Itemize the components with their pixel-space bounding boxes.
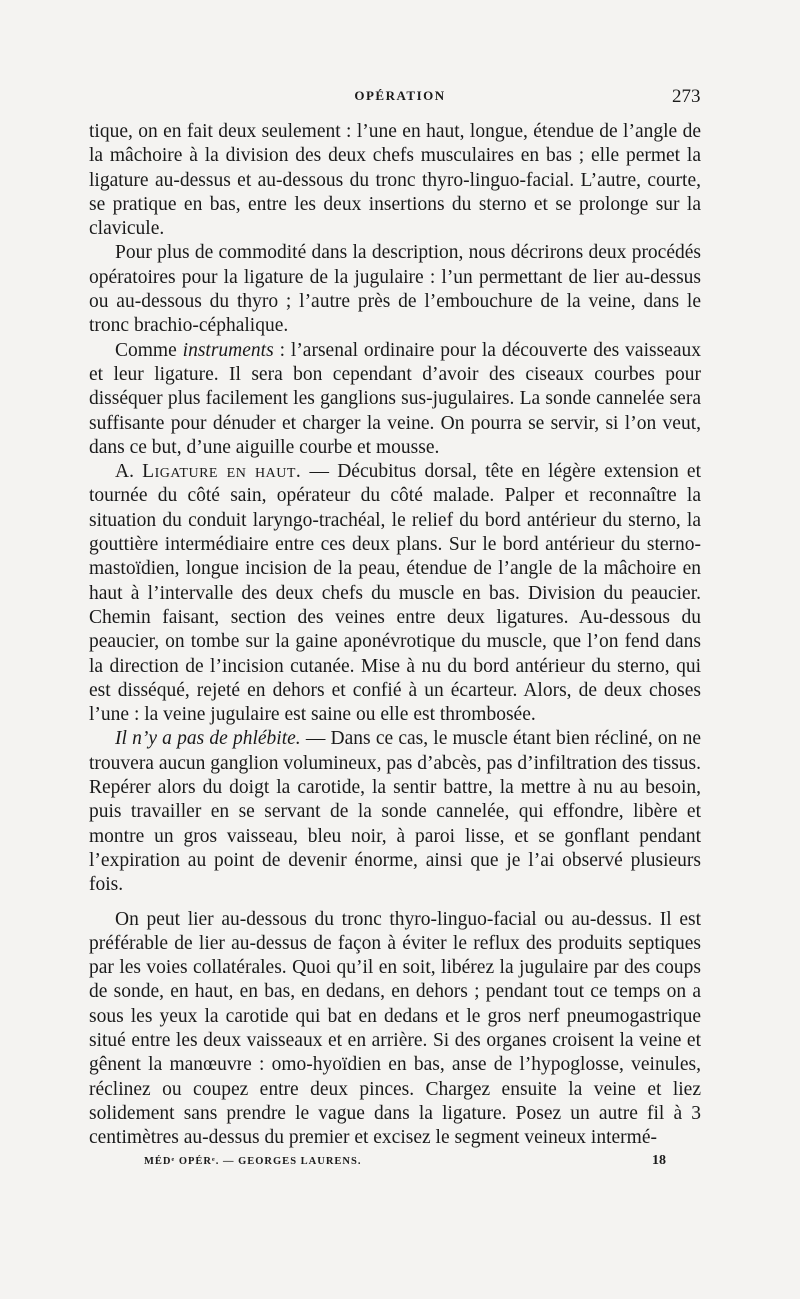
- emphasis-instruments: instruments: [182, 339, 274, 361]
- paragraph-6: On peut lier au-dessous du tronc thyro-linguo-facial ou au-dessus. Il est préférable de lier au-dessus de façon à éviter le reflux des produits septiques par les voies collatérales. Quoi qu’il en soit, libérez la jugulaire par des coups de sonde, en haut, en bas, en dedans, en dehors ; pendant tout ce temps on a sous les yeux la carotide qui bat en dedans et le gros nerf pneumogastrique situé entre les deux vaisseaux et en arrière. Si des organes croisent la veine et gênent la manœuvre : omo-hyoïdien en bas, anse de l’hypoglosse, veinules, réclinez ou coupez entre deux pinces. Chargez ensuite la veine et liez solidement sans prendre le vague dans la ligature. Posez un autre fil à 3 centimètres au-dessus du premier et excisez le segment veineux intermé-: [89, 908, 701, 1149]
- paragraph-5: Il n’y a pas de phlébite. — Dans ce cas, le muscle étant bien récliné, on ne trouvera aucun ganglion volumineux, pas d’abcès, pas d’infiltration des tissus. Repérer alors du doigt la carotide, la sentir battre, la mettre à nu au besoin, puis travailler en se servant de la sonde cannelée, qui effondre, libère et montre un gros vaisseau, bleu noir, à paroi lisse, et se gonflant pendant l’expiration au point de devenir énorme, ainsi que je l’ai observé plusieurs fois.: [89, 728, 701, 896]
- paragraph-1: tique, on en fait deux seulement : l’une en haut, longue, étendue de l’angle de la mâchoire à la division des deux chefs musculaires en bas ; elle permet la ligature au-dessus et au-dessous du tronc thyro-linguo-facial. L’autre, courte, se pratique en bas, entre les deux insertions du sterno et se prolonge sur la clavicule.: [89, 121, 701, 240]
- section-heading-ligature: Ligature en haut.: [142, 461, 302, 483]
- page-body: [89, 120, 701, 1150]
- paragraph-3: Comme instruments : l’arsenal ordinaire pour la découverte des vaisseaux et leur ligature. Il sera bon cependant d’avoir des ciseaux courbes pour disséquer plus facilement les ganglions sus-jugulaires. La sonde cannelée sera suffisante pour dénuder et charger la veine. On pourra se servir, si l’on veut, dans ce but, d’une aiguille courbe et mousse.: [89, 339, 701, 458]
- sheet-number: 18: [652, 1153, 666, 1168]
- footer-signature: MÉDᵉ OPÉRᵉ. — GEORGES LAURENS.: [144, 1156, 362, 1167]
- emphasis-phlebite: Il n’y a pas de phlébite.: [115, 728, 301, 750]
- page-number: 273: [672, 86, 701, 107]
- paragraph-2: Pour plus de commodité dans la description, nous décrirons deux procédés opératoires pour la ligature de la jugulaire : l’un permettant de lier au-dessus ou au-dessous du thyro ; l’autre près de l’embouchure de la veine, dans le tronc brachio-céphalique.: [89, 242, 701, 337]
- running-head: OPÉRATION: [354, 88, 446, 103]
- paragraph-4: A. Ligature en haut. — Décubitus dorsal, tête en légère extension et tournée du côté sain, opérateur du côté malade. Palper et reconnaître la situation du conduit laryngo-trachéal, le relief du bord antérieur du sterno, la gouttière intermédiaire entre ces deux plans. Sur le bord antérieur du sterno-mastoïdien, longue incision de la peau, étendue de l’angle de la mâchoire en haut à l’intervalle des deux chefs du muscle en bas. Division du peaucier. Chemin faisant, section des veines entre deux ligatures. Au-dessous du peaucier, on tombe sur la gaine aponévrotique du muscle, que l’on fend dans la direction de l’incision cutanée. Mise à nu du bord antérieur du sterno, qui est disséqué, rejeté en dehors et confié à un écarteur. Alors, de deux choses l’une : la veine jugulaire est saine ou elle est thrombosée.: [89, 461, 701, 726]
